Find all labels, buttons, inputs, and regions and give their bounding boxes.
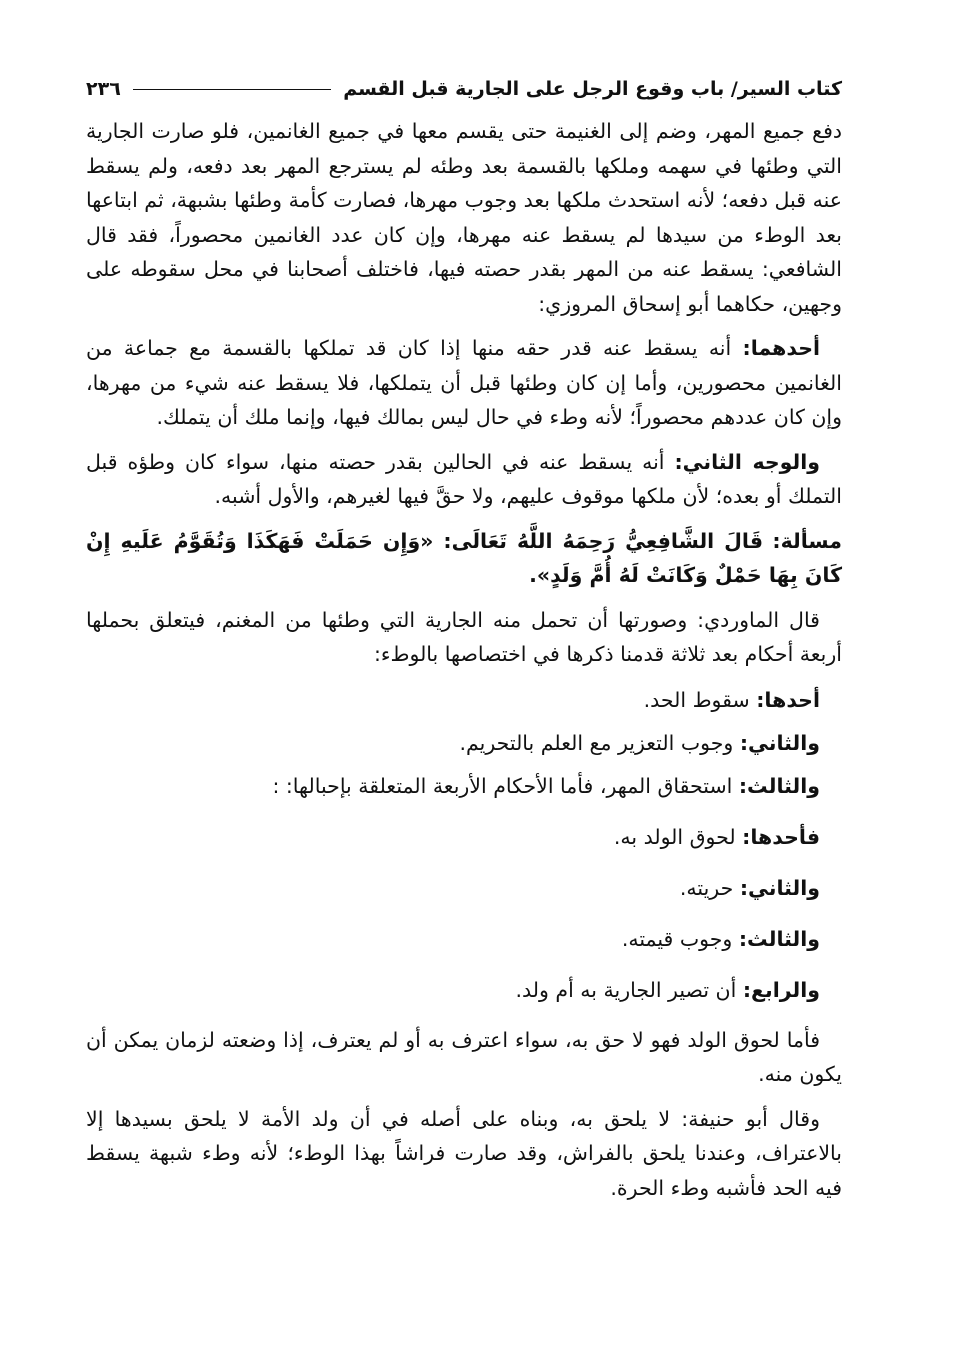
paragraph-3 (86, 445, 842, 514)
list-item-label: فأحدها: (742, 824, 820, 849)
list-item-text: وجوب التعزير مع العلم بالتحريم. (459, 730, 734, 755)
page-number: ٢٣٦ (86, 78, 121, 100)
paragraph-2-label: أحدهما: (742, 336, 820, 360)
list-item-text: لحوق الولد به. (613, 824, 736, 849)
list-item (86, 870, 842, 906)
paragraph-2 (86, 331, 842, 435)
header-rule (133, 89, 331, 90)
list-item (86, 725, 842, 761)
paragraph-6: فأما لحوق الولد فهو لا حق به، سواء اعترف به أو لم يعترف، إذا وضعته لزمان يمكن أن يكون منه. (86, 1027, 842, 1086)
list-item (86, 921, 842, 957)
list-item (86, 768, 842, 804)
list-item-label: والثاني: (739, 730, 820, 755)
list-item-label: أحدها: (756, 687, 820, 712)
list-item-label: والرابع: (742, 977, 820, 1002)
list-item (86, 819, 842, 855)
paragraph-2-text: أنه يسقط عنه قدر حقه منها إذا كان قد تملكها بالقسمة مع جماعة من الغانمين محصورين، وأما إن كان وطئها قبل أن يتملكها، فلا يسقط عنه شيء من مهرها، وإن كان عددهم محصوراً؛ لأنه وطء في حال ليس بمالك فيها، وإنما ملك أن يتملك. (86, 336, 842, 429)
list-item-label: والثالث: (738, 926, 820, 951)
list-item-text: استحقاق المهر، فأما الأحكام الأربعة المتعلقة بإحبالها: : (272, 773, 733, 798)
paragraph-7: وقال أبو حنيفة: لا يلحق به، وبناه على أصله في أن ولد الأمة لا يلحق بسيدها إلا بالاعتراف، وعندنا يلحق بالفراش، وقد صارت فراشاً بهذا الوطء؛ لأنه وطء شبهة يسقط فيه الحد فأشبه وطء الحرة. (86, 1106, 842, 1200)
paragraph-4-masala (86, 524, 842, 593)
list-item-text: حريته. (679, 875, 734, 900)
masala-quote: قَالَ الشَّافِعِيُّ رَحِمَهُ اللَّهُ تَعَالَى: «وَإِن حَمَلَتْ فَهَكَذَا وَتُقَوَّمُ عَلَيهِ إِنْ كَانَ بِهَا حَمْلٌ وَكَانَتْ لَهُ أُمَّ وَلَدٍ». (86, 528, 842, 587)
running-title: كتاب السير/ باب وقوع الرجل على الجارية قبل القسم (343, 78, 842, 100)
list-item (86, 972, 842, 1008)
paragraph-5: قال الماوردي: وصورتها أن تحمل منه الجارية التي وطئها من المغنم، فيتعلق بحملها أربعة أحكام بعد ثلاثة قدمنا ذكرها في اختصاصها بالوطء: (86, 607, 842, 666)
list-item-text: سقوط الحد. (643, 687, 750, 712)
list-item-text: أن تصير الجارية به أم ولد. (515, 977, 737, 1002)
list-item-label: والثاني: (739, 875, 820, 900)
page-body (86, 114, 842, 1215)
paragraph-3-label: والوجه الثاني: (674, 449, 820, 474)
masala-label: مسألة: (772, 528, 842, 553)
paragraph-1: دفع جميع المهر، وضم إلى الغنيمة حتى يقسم معها في جميع الغانمين، فلو صارت الجارية التي وطئها في سهمه وملكها بالقسمة بعد وطئه لم يسترجع المهر بعد دفعه، ولم يسقط عنه قبل دفعه؛ لأنه استحدث ملكها بعد وجوب مهرها، فصارت كأمة وطئها بشبهة، ثم ابتاعها بعد الوطء من سيدها لم يسقط عنه مهرها، وإن كان عدد الغانمين محصوراً، فقد قال الشافعي: يسقط عنه من المهر بقدر حصته فيها، فاختلف أصحابنا في محل سقوطه على وجهين، حكاهما أبو إسحاق المروزي: (86, 119, 842, 316)
list-item-label: والثالث: (738, 773, 820, 798)
rulings-list-2 (86, 819, 842, 1008)
paragraph-3-text: أنه يسقط عنه في الحالين بقدر حصته منها، سواء كان وطؤه قبل التملك أو بعده؛ لأن ملكها موقوف عليهم، ولا حقَّ فيها لغيرهم، والأول أشبه. (86, 449, 842, 508)
list-item-text: وجوب قيمته. (621, 926, 733, 951)
running-header (86, 72, 842, 106)
rulings-list-1 (86, 682, 842, 804)
list-item (86, 682, 842, 718)
